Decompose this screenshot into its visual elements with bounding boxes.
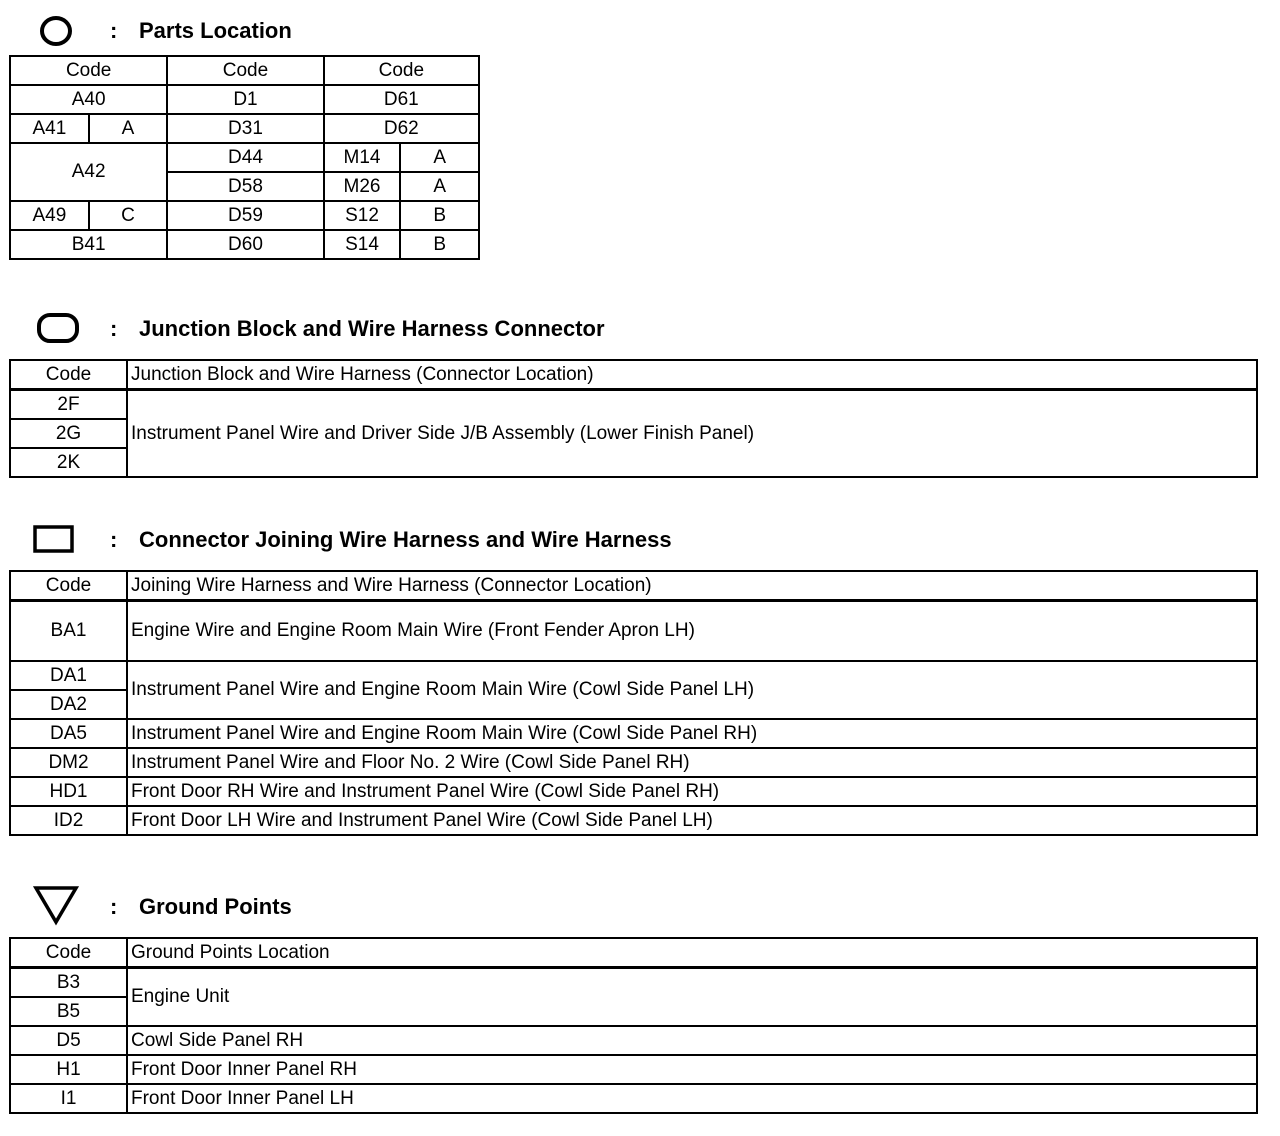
parts-cell: D59 [167,201,323,230]
parts-cell: D62 [324,114,479,143]
parts-cell: A42 [10,143,167,201]
triangle-icon [32,884,80,926]
parts-cell: M26 [324,172,401,201]
connector-joining-colon: : [110,527,118,552]
parts-cell: S14 [324,230,401,259]
parts-cell: S12 [324,201,401,230]
parts-cell: A41 [10,114,89,143]
parts-cell: D58 [167,172,323,201]
parts-header-code-1: Code [10,56,167,85]
junction-block-title: Junction Block and Wire Harness Connector [139,316,605,341]
junction-location: Instrument Panel Wire and Driver Side J/B Assembly (Lower Finish Panel) [127,390,1257,478]
connector-code: DA2 [10,690,127,719]
connector-location: Engine Wire and Engine Room Main Wire (Front Fender Apron LH) [127,601,1257,662]
parts-cell: D61 [324,85,479,114]
parts-location-table [9,55,480,260]
junction-header-code: Code [10,360,127,390]
junction-header-location: Junction Block and Wire Harness (Connector Location) [127,360,1257,390]
parts-cell: D1 [167,85,323,114]
connector-location: Front Door LH Wire and Instrument Panel Wire (Cowl Side Panel LH) [127,806,1257,835]
ground-code: D5 [10,1026,127,1055]
junction-code: 2F [10,390,127,420]
ground-location: Front Door Inner Panel RH [127,1055,1257,1084]
ground-points-title: Ground Points [139,894,292,919]
connector-location: Instrument Panel Wire and Floor No. 2 Wire (Cowl Side Panel RH) [127,748,1257,777]
rectangle-icon [32,523,76,555]
ground-code: B5 [10,997,127,1026]
connector-joining-title: Connector Joining Wire Harness and Wire Harness [139,527,672,552]
connector-header-code: Code [10,571,127,601]
circle-icon [38,15,74,47]
connector-location: Instrument Panel Wire and Engine Room Main Wire (Cowl Side Panel LH) [127,661,1257,719]
ground-location: Front Door Inner Panel LH [127,1084,1257,1113]
junction-block-table [9,359,1258,478]
connector-location: Instrument Panel Wire and Engine Room Main Wire (Cowl Side Panel RH) [127,719,1257,748]
ground-header-location: Ground Points Location [127,938,1257,968]
ground-code: B3 [10,968,127,998]
parts-header-code-3: Code [324,56,479,85]
parts-header-code-2: Code [167,56,323,85]
ground-code: H1 [10,1055,127,1084]
parts-cell-location: A [400,143,479,172]
parts-cell: D31 [167,114,323,143]
parts-cell-location: C [89,201,168,230]
junction-code: 2G [10,419,127,448]
junction-block-colon: : [110,316,118,341]
parts-location-header [0,12,500,48]
connector-code: HD1 [10,777,127,806]
parts-cell: M14 [324,143,401,172]
parts-cell: D60 [167,230,323,259]
ground-location: Cowl Side Panel RH [127,1026,1257,1055]
junction-code: 2K [10,448,127,477]
parts-cell: A49 [10,201,89,230]
connector-code: DA1 [10,661,127,690]
ground-code: I1 [10,1084,127,1113]
parts-cell: B41 [10,230,167,259]
rounded-rect-icon [36,312,82,344]
parts-cell-location: B [400,230,479,259]
parts-cell-location: A [400,172,479,201]
ground-points-colon: : [110,894,118,919]
parts-cell: D44 [167,143,323,172]
connector-header-location: Joining Wire Harness and Wire Harness (Connector Location) [127,571,1257,601]
connector-joining-header [0,521,900,557]
parts-location-title: Parts Location [139,18,292,43]
ground-points-table [9,937,1258,1114]
parts-cell-location: B [400,201,479,230]
ground-header-code: Code [10,938,127,968]
parts-cell-location: A [89,114,168,143]
ground-points-header [0,888,600,924]
parts-location-colon: : [110,18,118,43]
parts-cell: A40 [10,85,167,114]
connector-code: DM2 [10,748,127,777]
connector-code: DA5 [10,719,127,748]
connector-location: Front Door RH Wire and Instrument Panel Wire (Cowl Side Panel RH) [127,777,1257,806]
ground-location: Engine Unit [127,968,1257,1027]
connector-joining-table [9,570,1258,836]
connector-code: ID2 [10,806,127,835]
connector-code: BA1 [10,601,127,662]
junction-block-header [0,310,800,346]
